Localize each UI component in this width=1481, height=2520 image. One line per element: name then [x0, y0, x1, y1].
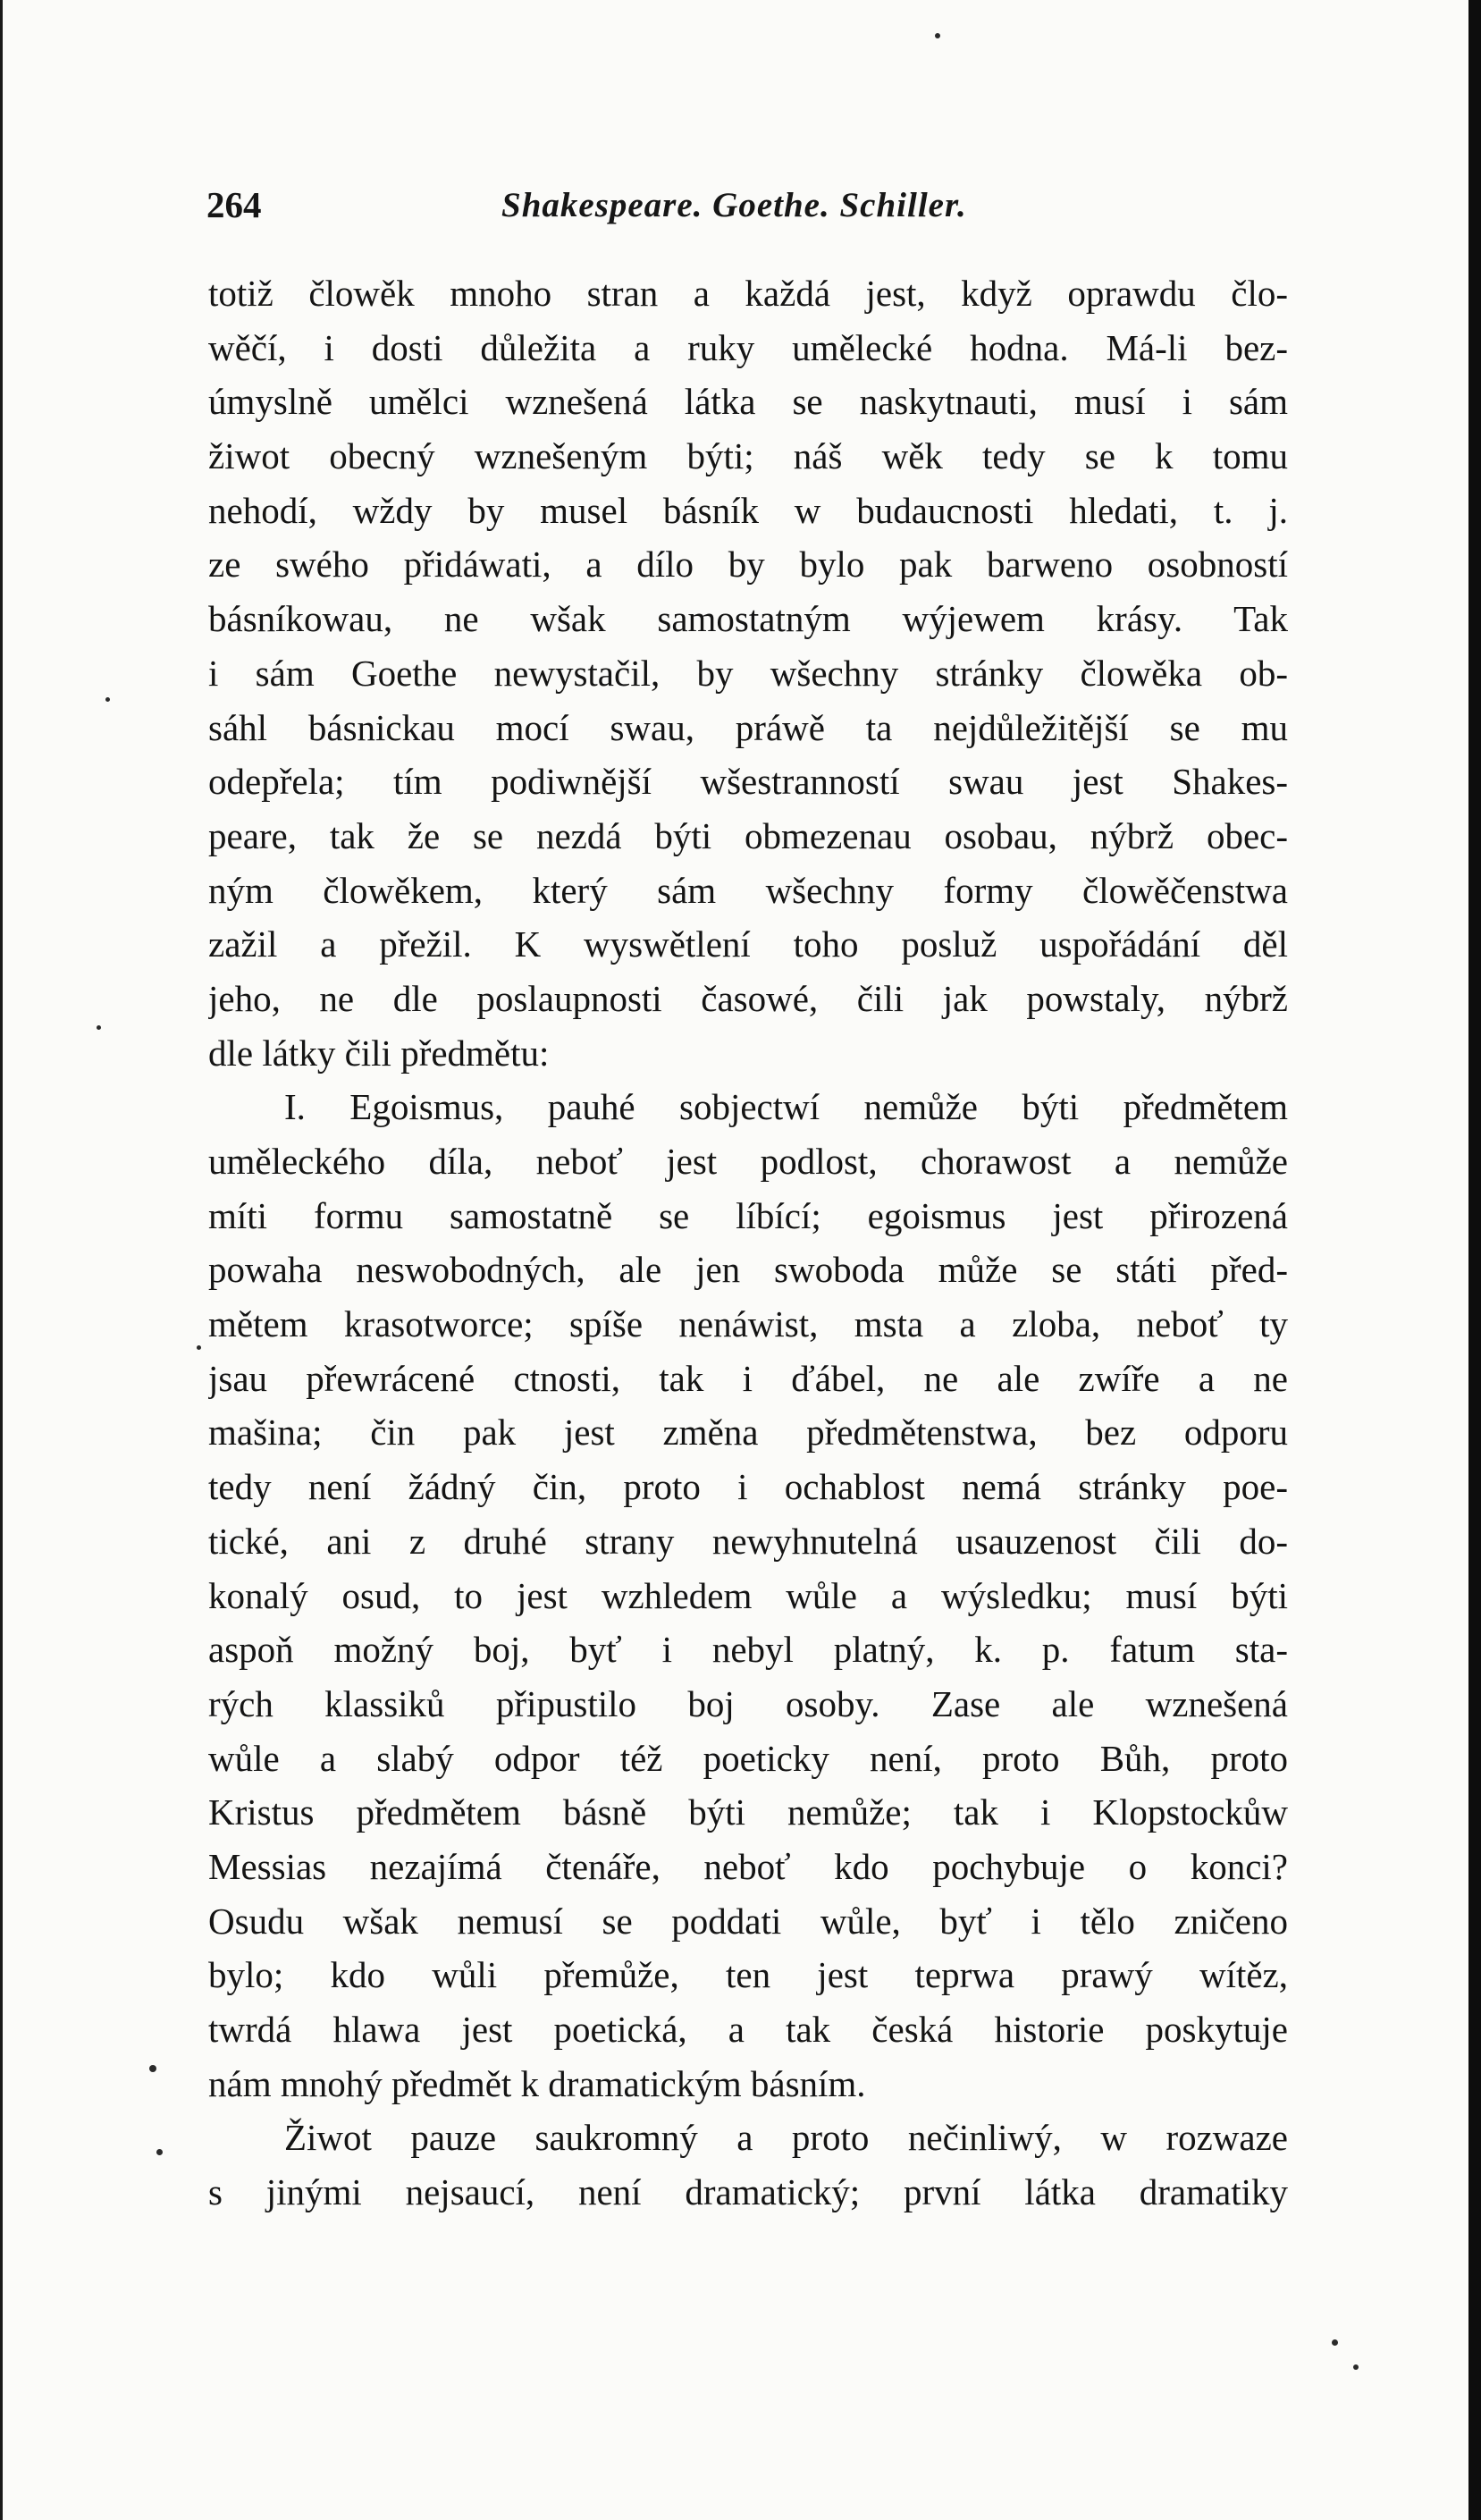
- text-line: peare, tak že se nezdá býti obmezenau osobau, nýbrž obec-: [208, 814, 1288, 856]
- text-line: zažil a přežil. K wyswětlení toho posluž uspořádání děl: [208, 923, 1288, 965]
- text-line: mětem krasotworce; spíše nenáwist, msta a zloba, neboť ty: [208, 1303, 1288, 1345]
- scan-speck: [197, 1345, 201, 1350]
- text-line: odepřela; tím podiwnější wšestranností swau jest Shakes-: [208, 761, 1288, 803]
- text-line: úmyslně umělci wznešená látka se naskytnauti, musí i sám: [208, 381, 1288, 423]
- scan-speck: [935, 33, 940, 38]
- text-line: tické, ani z druhé strany newyhnutelná usauzenost čili do-: [208, 1520, 1288, 1562]
- text-line: nehodí, wždy by musel básník w budaucnosti hledati, t. j.: [208, 489, 1288, 531]
- text-line: wěčí, i dosti důležita a ruky umělecké hodna. Má-li bez-: [208, 326, 1288, 368]
- text-line: nám mnohý předmět k dramatickým básním.: [208, 2062, 866, 2104]
- text-line: uměleckého díla, neboť jest podlost, chorawost a nemůže: [208, 1141, 1288, 1182]
- text-line: I. Egoismus, pauhé sobjectwí nemůže býti předmětem: [284, 1086, 1288, 1128]
- text-line: sáhl básnickau mocí swau, práwě ta nejdůležitější se mu: [208, 706, 1288, 748]
- text-line: aspoň možný boj, byť i nebyl platný, k. p. fatum sta-: [208, 1629, 1288, 1671]
- text-line: míti formu samostatně se líbící; egoismus jest přirozená: [208, 1194, 1288, 1236]
- text-line: ným člowěkem, který sám wšechny formy člowěčenstwa: [208, 869, 1288, 911]
- text-line: tedy není žádný čin, proto i ochablost nemá stránky poe-: [208, 1466, 1288, 1508]
- text-line: ze swého přidáwati, a dílo by bylo pak barweno osobností: [208, 544, 1288, 586]
- text-line: básníkowau, ne wšak samostatným wýjewem krásy. Tak: [208, 598, 1288, 640]
- scan-speck: [156, 2149, 163, 2155]
- scan-speck: [1332, 2339, 1338, 2346]
- text-line: bylo; kdo wůli přemůže, ten jest teprwa prawý wítěz,: [208, 1954, 1288, 1996]
- text-line: Kristus předmětem básně býti nemůže; tak i Klopstockůw: [208, 1791, 1288, 1833]
- text-line: žiwot obecný wznešeným býti; náš wěk tedy se k tomu: [208, 435, 1288, 477]
- text-line: wůle a slabý odpor též poeticky není, proto Bůh, proto: [208, 1737, 1288, 1779]
- text-line: i sám Goethe newystačil, by wšechny stránky člowěka ob-: [208, 652, 1288, 694]
- text-line: Osudu wšak nemusí se poddati wůle, byť i tělo zničeno: [208, 1900, 1288, 1942]
- text-line: twrdá hlawa jest poetická, a tak česká historie poskytuje: [208, 2009, 1288, 2050]
- page-number: 264: [206, 184, 262, 225]
- scan-speck: [1353, 2364, 1359, 2370]
- body-text: [208, 266, 1288, 2220]
- text-line: rých klassiků připustilo boj osoby. Zase ale wznešená: [208, 1682, 1288, 1724]
- scan-speck: [105, 697, 110, 702]
- text-line: s jinými nejsaucí, není dramatický; první látka dramatiky: [208, 2171, 1288, 2213]
- text-line: jsau přewrácené ctnosti, tak i ďábel, ne ale zwíře a ne: [208, 1357, 1288, 1399]
- scan-edge-left: [0, 0, 3, 2520]
- scan-speck: [149, 2065, 156, 2072]
- scan-speck: [97, 1025, 101, 1030]
- text-line: powaha neswobodných, ale jen swoboda může se státi před-: [208, 1249, 1288, 1291]
- running-title: Shakespeare. Goethe. Schiller.: [501, 186, 967, 224]
- page-header: [206, 183, 1315, 237]
- text-line: dle látky čili předmětu:: [208, 1032, 550, 1074]
- text-line: Messias nezajímá čtenáře, neboť kdo pochybuje o konci?: [208, 1845, 1288, 1887]
- scan-edge-right: [1468, 0, 1481, 2520]
- text-line: mašina; čin pak jest změna předmětenstwa, bez odporu: [208, 1412, 1288, 1454]
- text-line: totiž člowěk mnoho stran a každá jest, když oprawdu člo-: [208, 273, 1288, 314]
- text-line: jeho, ne dle poslaupnosti časowé, čili jak powstaly, nýbrž: [208, 977, 1288, 1019]
- text-line: Žiwot pauze saukromný a proto nečinliwý, w rozwaze: [284, 2117, 1288, 2159]
- text-line: konalý osud, to jest wzhledem wůle a wýsledku; musí býti: [208, 1574, 1288, 1616]
